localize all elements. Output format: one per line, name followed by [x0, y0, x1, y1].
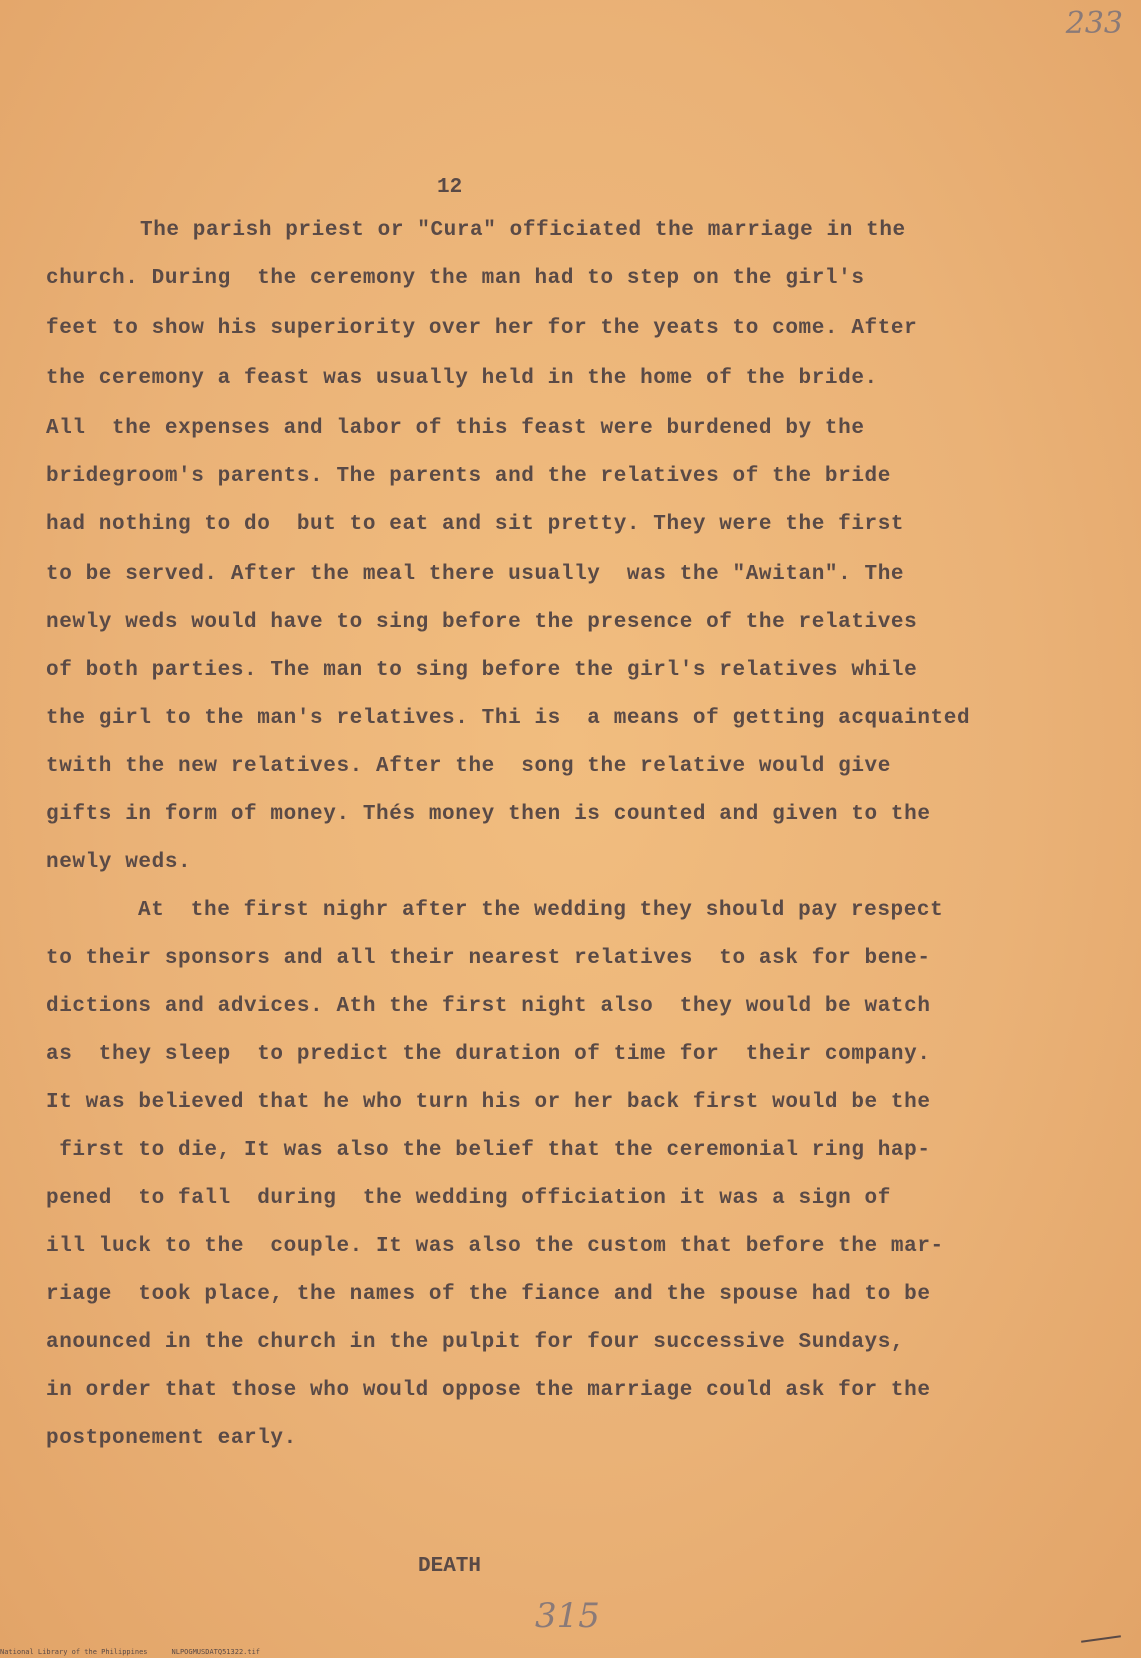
text-line: postponement early. [46, 1427, 297, 1450]
text-line: newly weds would have to sing before the presence of the relatives [46, 611, 918, 634]
text-line: pened to fall during the wedding officiation it was a sign of [46, 1187, 891, 1210]
text-line: to be served. After the meal there usually was the "Awitan". The [46, 563, 905, 586]
page-number: 12 [437, 176, 463, 199]
text-line: church. During the ceremony the man had to step on the girl's [46, 267, 865, 290]
text-line: of both parties. The man to sing before the girl's relatives while [46, 659, 918, 682]
text-line: ill luck to the couple. It was also the custom that before the mar- [46, 1235, 944, 1258]
text-line: All the expenses and labor of this feast were burdened by the [46, 417, 865, 440]
archive-footer [0, 1648, 284, 1656]
text-line: the girl to the man's relatives. Thi is a means of getting acquainted [46, 707, 971, 730]
text-line: At the first nighr after the wedding they should pay respect [138, 899, 944, 922]
scan-edge-mark [1081, 1635, 1121, 1643]
text-line: The parish priest or "Cura" officiated the marriage in the [140, 219, 906, 242]
text-line: to their sponsors and all their nearest relatives to ask for bene- [46, 947, 931, 970]
folio-number-bottom: 315 [535, 1596, 600, 1636]
library-name: National Library of the Philippines [0, 1648, 148, 1656]
text-line: gifts in form of money. Thés money then is counted and given to the [46, 803, 931, 826]
text-line: in order that those who would oppose the marriage could ask for the [46, 1379, 931, 1402]
text-line: bridegroom's parents. The parents and the relatives of the bride [46, 465, 891, 488]
text-line: as they sleep to predict the duration of time for their company. [46, 1043, 931, 1066]
text-line: dictions and advices. Ath the first night also they would be watch [46, 995, 931, 1018]
folio-number-top: 233 [1065, 6, 1123, 41]
text-line: had nothing to do but to eat and sit pretty. They were the first [46, 513, 905, 536]
text-line: twith the new relatives. After the song the relative would give [46, 755, 891, 778]
text-line: the ceremony a feast was usually held in the home of the bride. [46, 367, 878, 390]
section-heading: DEATH [418, 1555, 482, 1578]
text-line: newly weds. [46, 851, 192, 874]
text-line: first to die, It was also the belief that the ceremonial ring hap- [46, 1139, 931, 1162]
text-line: riage took place, the names of the fiance and the spouse had to be [46, 1283, 931, 1306]
text-line: It was believed that he who turn his or her back first would be the [46, 1091, 931, 1114]
file-id: NLPOGMUSDATQ51322.tif [171, 1648, 261, 1656]
text-line: anounced in the church in the pulpit for four successive Sundays, [46, 1331, 905, 1354]
text-line: feet to show his superiority over her for the yeats to come. After [46, 317, 918, 340]
